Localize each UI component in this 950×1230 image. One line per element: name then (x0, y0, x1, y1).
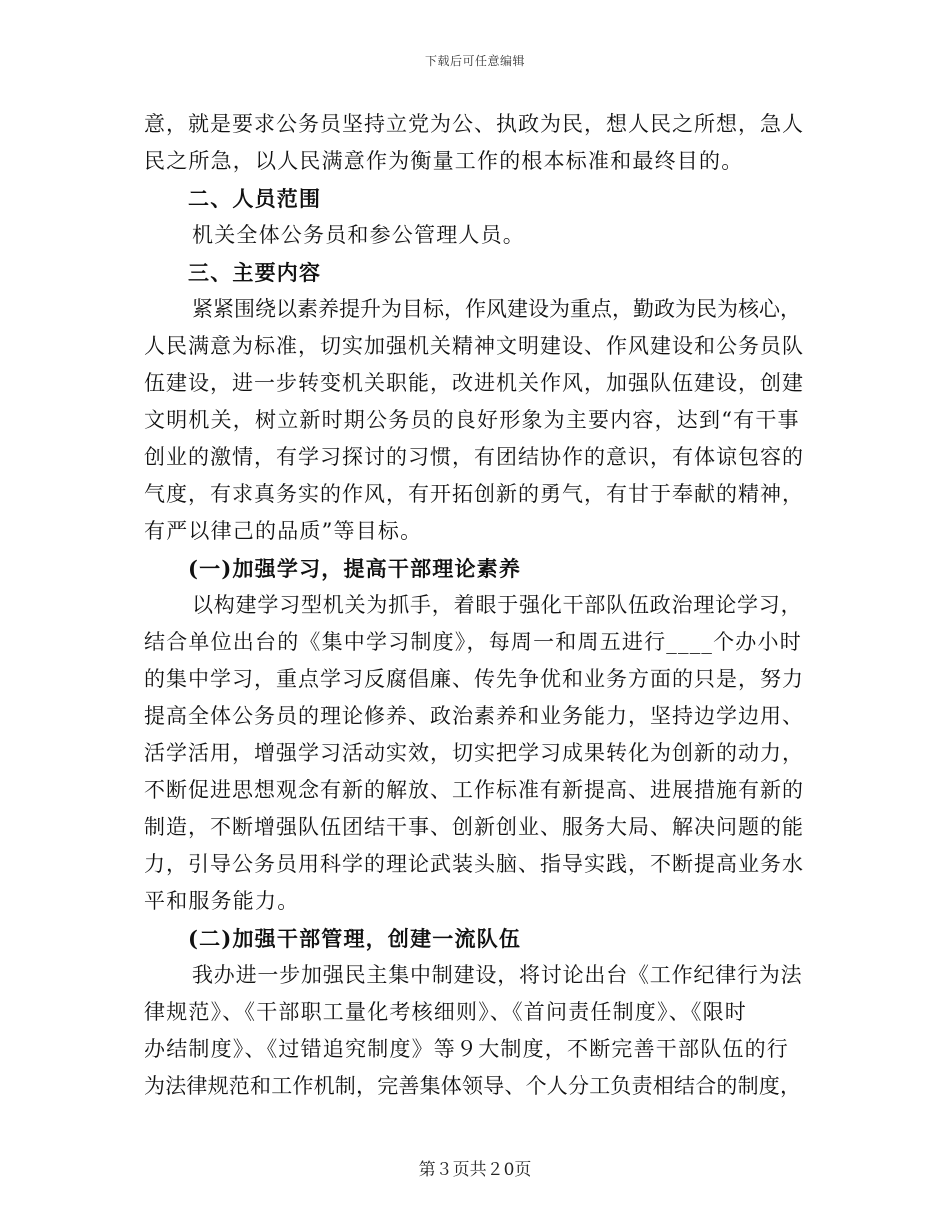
body-text-line: 提高全体公务员的理论修养、政治素养和业务能力，坚持边学边用、 (144, 704, 804, 728)
body-text-line: 我办进一步加强民主集中制建设，将讨论出台《工作纪律行为法 (192, 963, 803, 987)
body-text-line: 为法律规范和工作机制，完善集体领导、个人分工负责相结合的制度， (144, 1074, 802, 1098)
body-text-line: 创业的激情，有学习探讨的习惯，有团结协作的意识，有体谅包容的 (144, 445, 804, 469)
document-body (144, 106, 806, 1105)
section-heading: 二、人员范围 (188, 186, 322, 211)
body-text-line: 不断促进思想观念有新的解放、工作标准有新提高、进展措施有新的 (144, 778, 804, 802)
body-text-line: 文明机关，树立新时期公务员的良好形象为主要内容，达到“有干事 (144, 408, 800, 432)
body-text-line: 意，就是要求公务员坚持立党为公、执政为民，想人民之所想，急人 (144, 112, 804, 136)
body-text-line: 力，引导公务员用科学的理论武装头脑、指导实践，不断提高业务水 (144, 852, 804, 876)
body-text-line: 律规范》、《干部职工量化考核细则》、《首问责任制度》、《限时 (144, 1000, 747, 1024)
section-heading: 三、主要内容 (188, 260, 322, 285)
body-text-line: 结合单位出台的《集中学习制度》，每周一和周五进行____个办小时 (144, 630, 802, 654)
body-text-line: 以构建学习型机关为抓手，着眼于强化干部队伍政治理论学习， (192, 593, 803, 617)
body-text-line: 的集中学习，重点学习反腐倡廉、传先争优和业务方面的只是，努力 (144, 667, 804, 691)
body-text-line: 办结制度》、《过错追究制度》等９大制度，不断完善干部队伍的行 (144, 1037, 789, 1061)
body-text-line: 制造，不断增强队伍团结干事、创新创业、服务大局、解决问题的能 (144, 815, 804, 839)
body-text-line: 气度，有求真务实的作风，有开拓创新的勇气，有甘于奉献的精神， (144, 482, 804, 506)
body-text-line: 有严以律己的品质”等目标。 (144, 519, 423, 543)
body-text-line: 紧紧围绕以素养提升为目标，作风建设为重点，勤政为民为核心， (192, 297, 801, 321)
page-header: 下载后可任意编辑 (424, 54, 525, 68)
body-text-line: 民之所急，以人民满意作为衡量工作的根本标准和最终目的。 (144, 149, 744, 173)
section-heading: (二)加强干部管理，创建一流队伍 (188, 926, 522, 951)
section-heading: (一)加强学习，提高干部理论素养 (188, 556, 522, 581)
body-text-line: 机关全体公务员和参公管理人员。 (192, 223, 525, 247)
body-text-line: 人民满意为标准，切实加强机关精神文明建设、作风建设和公务员队 (144, 334, 804, 358)
body-text-line: 平和服务能力。 (144, 889, 300, 913)
page-footer: 第３页共２0页 (418, 1160, 532, 1180)
body-text-line: 活学活用，增强学习活动实效，切实把学习成果转化为创新的动力， (144, 741, 804, 765)
body-text-line: 伍建设，进一步转变机关职能，改进机关作风，加强队伍建设，创建 (144, 371, 804, 395)
